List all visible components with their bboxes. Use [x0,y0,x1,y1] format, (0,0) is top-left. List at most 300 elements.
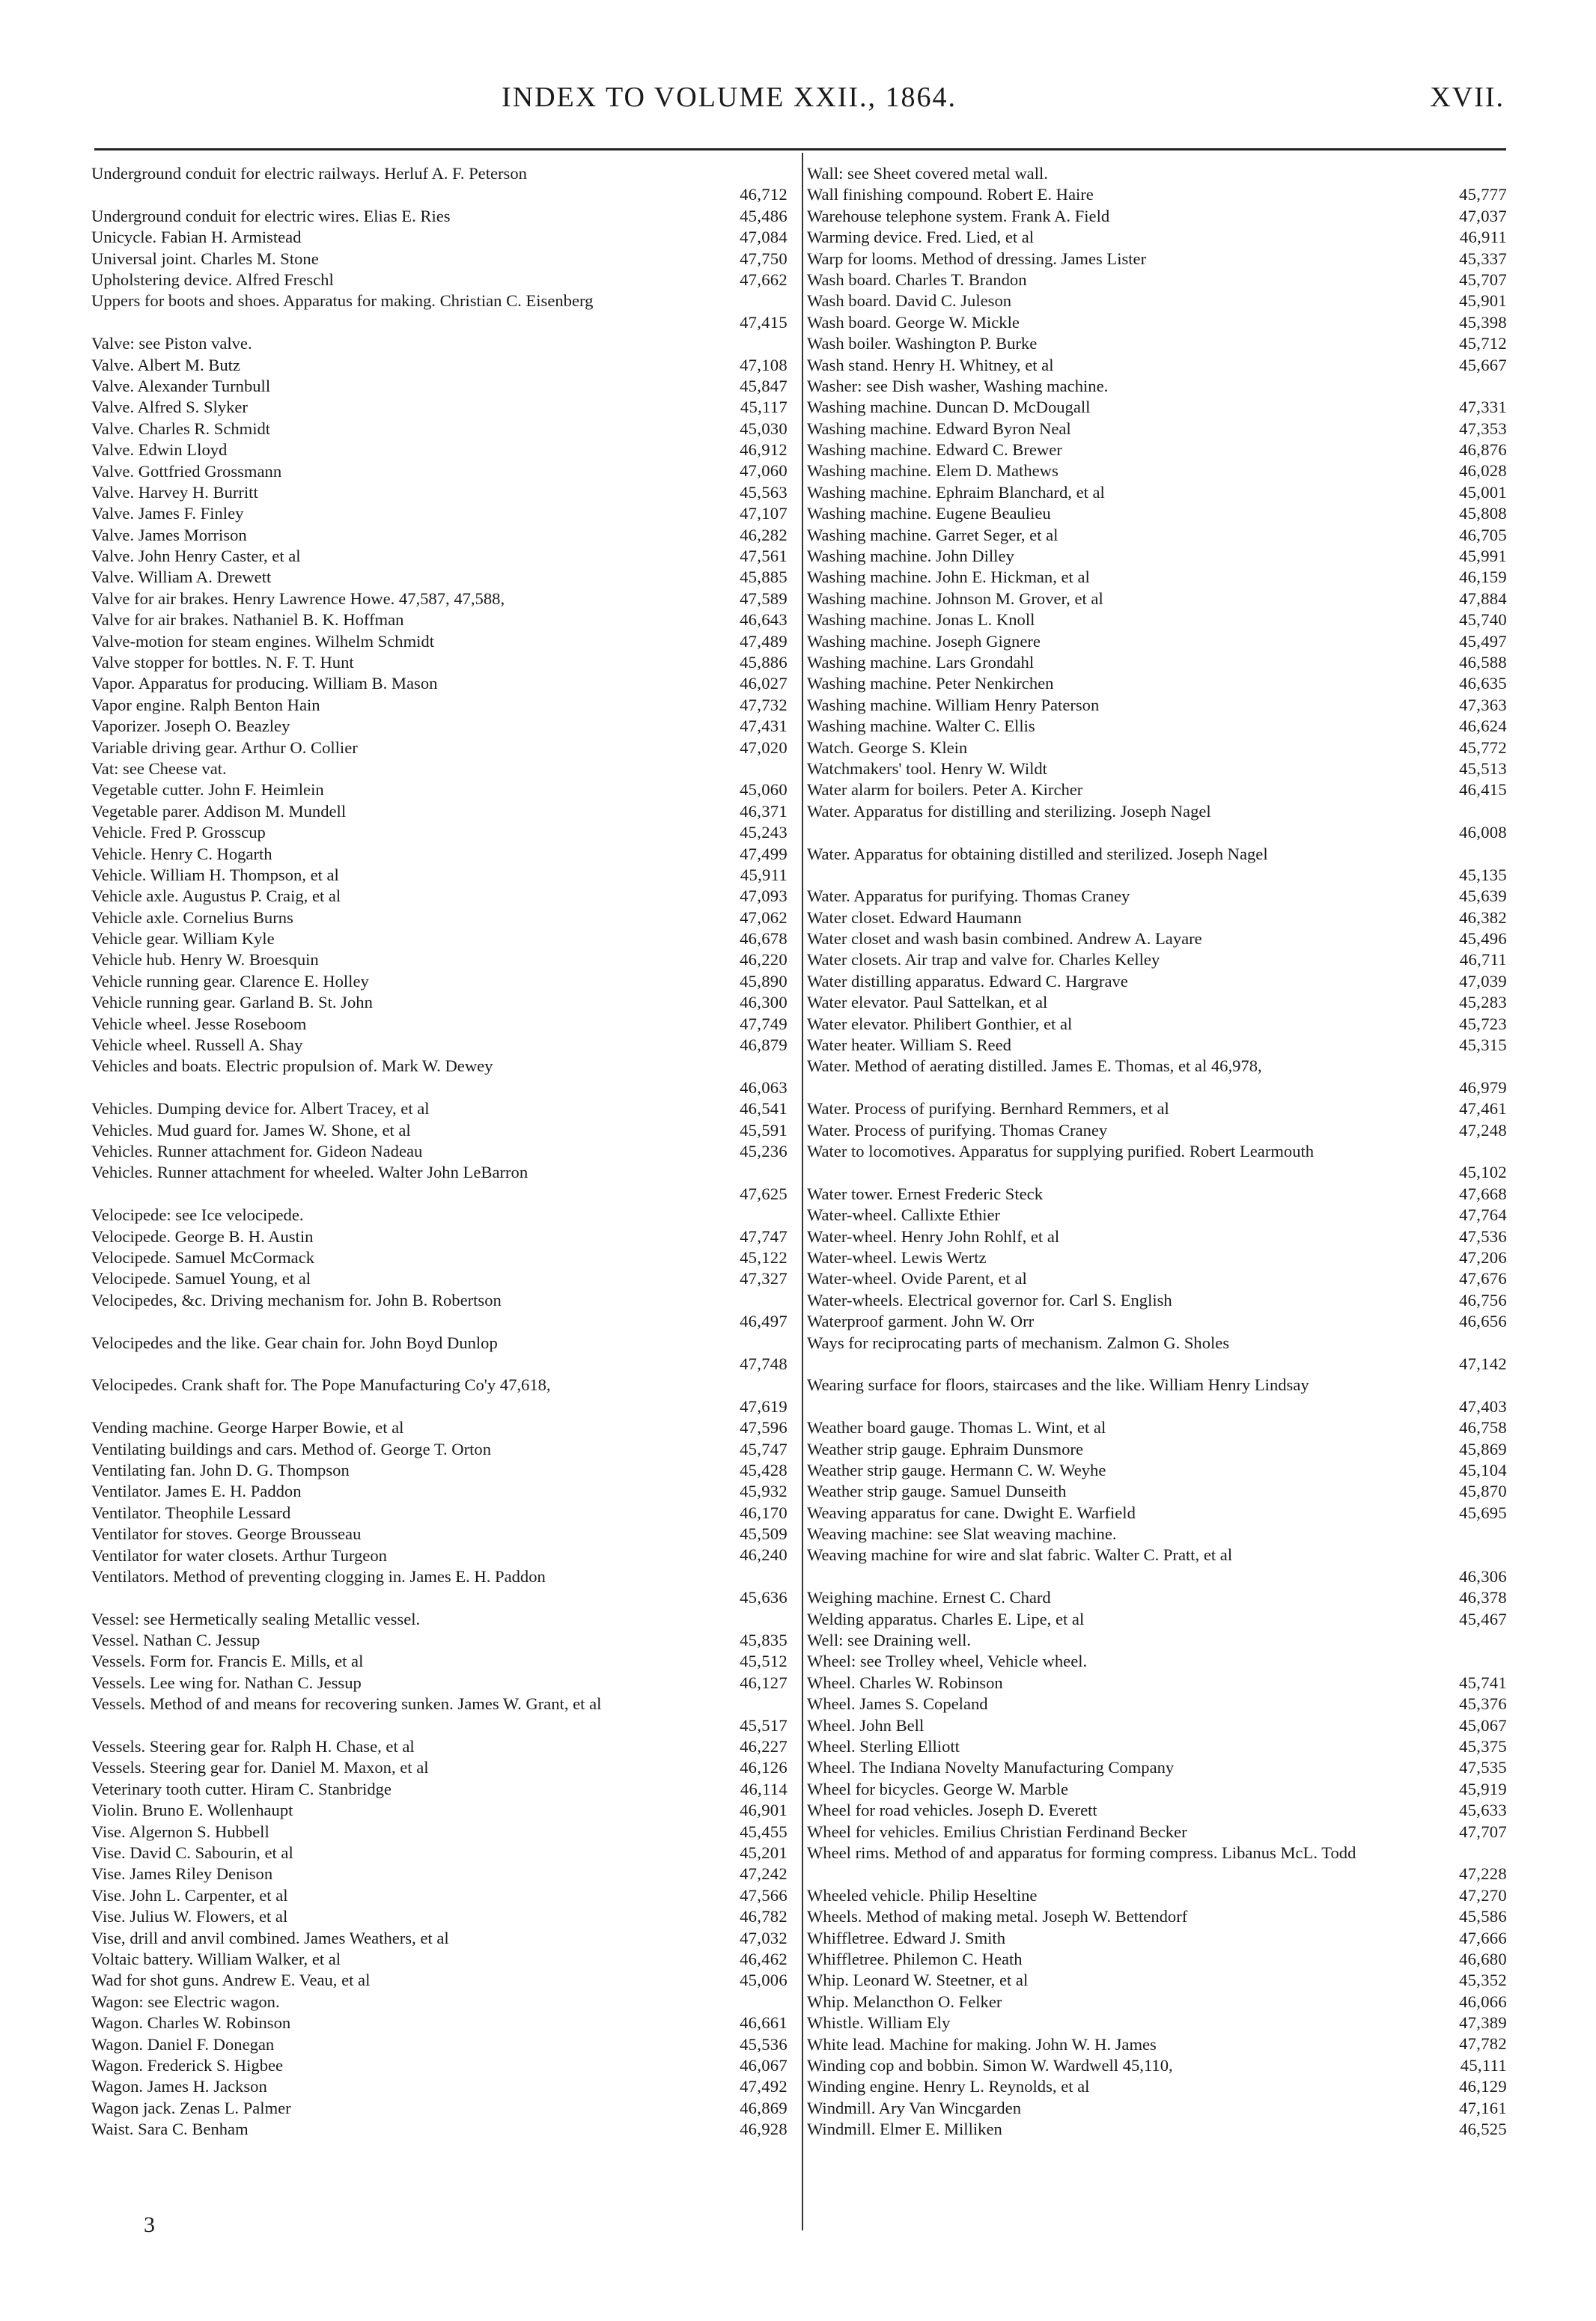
patent-number: 46,382 [1459,907,1507,927]
entry-text: Underground conduit for electric railways. Herluf A. F. Peterson [91,164,527,183]
entry-text: Valve-motion for steam engines. Wilhelm Schmidt [91,631,434,651]
index-entry [91,1481,788,1502]
index-entry [91,695,788,716]
patent-number: 45,102 [1459,1163,1507,1182]
patent-number: 45,117 [740,398,788,417]
entry-text: Valve. Charles R. Schmidt [91,419,271,438]
entry-text: Vehicle wheel. Russell A. Shay [91,1035,303,1055]
patent-number: 47,331 [1459,398,1507,417]
patent-number: 46,028 [1459,461,1507,481]
index-entry [807,355,1507,376]
entry-text: Washing machine. Garret Seger, et al [807,525,1059,544]
entry-text: Vehicles. Runner attachment for wheeled. Walter John LeBarron [91,1163,529,1182]
index-entry [91,2098,788,2119]
entry-text: Vise. Algernon S. Hubbell [91,1822,269,1841]
entry-text: Universal joint. Charles M. Stone [91,249,319,268]
index-entry [91,355,788,376]
index-entry [807,503,1507,524]
entry-text: Velocipedes. Crank shaft for. The Pope Manufacturing Co'y 47,618, [91,1375,551,1395]
entry-text: Velocipede: see Ice velocipede. [91,1205,304,1225]
entry-text: Wheel. Charles W. Robinson [807,1673,1003,1692]
index-entry [807,1120,1507,1141]
index-entry [807,206,1507,227]
patent-number: 46,876 [1459,440,1507,460]
entry-text: Vehicles and boats. Electric propulsion of. Mark W. Dewey [91,1056,493,1076]
patent-number: 45,777 [1459,185,1507,204]
entry-text: Weather strip gauge. Hermann C. W. Weyhe [807,1460,1106,1479]
index-entry [807,1035,1507,1056]
index-entry [807,1736,1507,1757]
index-entry [807,801,1507,844]
index-entry [91,1333,788,1375]
entry-text: Valve. Alfred S. Slyker [91,398,248,417]
entry-text: Vehicles. Mud guard for. James W. Shone, et al [91,1120,411,1140]
patent-number: 45,667 [1459,355,1507,374]
entry-text: Vessel: see Hermetically sealing Metallic vessel. [91,1609,421,1628]
index-entry [91,2076,788,2097]
entry-text: Vise, drill and anvil combined. James Weathers, et al [91,1928,449,1947]
entry-text: Wearing surface for floors, staircases and the like. William Henry Lindsay [807,1375,1309,1395]
entry-text: Washer: see Dish washer, Washing machine. [807,376,1109,395]
entry-text: Ventilator. Theophile Lessard [91,1503,291,1522]
patent-number: 47,142 [1459,1354,1507,1373]
index-entry [807,652,1507,673]
entry-text: Washing machine. William Henry Paterson [807,695,1100,714]
patent-number: 46,127 [740,1673,788,1692]
patent-number: 46,371 [740,801,788,821]
index-entry [807,1970,1507,1991]
entry-text: Vat: see Cheese vat. [91,758,227,778]
patent-number: 47,668 [1459,1184,1507,1203]
index-entry [807,1417,1507,1438]
patent-number: 47,403 [1459,1396,1507,1416]
entry-text: Water heater. William S. Reed [807,1035,1011,1055]
patent-number: 47,327 [740,1269,788,1289]
patent-number: 46,170 [740,1503,788,1522]
index-entry [91,2119,788,2140]
index-entry [807,1375,1507,1417]
patent-number: 47,732 [740,695,788,714]
entry-text: Wall finishing compound. Robert E. Haire [807,185,1094,204]
patent-number: 45,723 [1459,1014,1507,1033]
entry-text: Wash board. David C. Juleson [807,291,1012,311]
entry-text: Vegetable parer. Addison M. Mundell [91,801,347,821]
entry-text: Welding apparatus. Charles E. Lipe, et al [807,1609,1085,1628]
entry-text: Ventilator. James E. H. Paddon [91,1482,302,1501]
entry-text: Valve. Gottfried Grossmann [91,461,282,481]
entry-text: Vegetable cutter. John F. Heimlein [91,780,324,800]
entry-text: Wagon. Frederick S. Higbee [91,2055,284,2075]
entry-text: Washing machine. Ephraim Blanchard, et al [807,482,1105,502]
entry-text: Water-wheel. Henry John Rohlf, et al [807,1226,1060,1246]
patent-number: 45,496 [1459,929,1507,949]
patent-number: 46,643 [740,610,788,630]
entry-text: Ventilators. Method of preventing clogging in. James E. H. Paddon [91,1566,546,1586]
entry-text: Warp for looms. Method of dressing. James Lister [807,249,1147,268]
patent-number: 47,492 [740,2077,788,2096]
patent-number: 45,695 [1459,1503,1507,1522]
patent-number: 45,885 [740,568,788,587]
patent-number: 46,129 [1459,2077,1507,2096]
entry-text: Wagon. Daniel F. Donegan [91,2034,275,2054]
entry-text: Water-wheels. Electrical governor for. Carl S. English [807,1290,1172,1309]
index-entry [807,1184,1507,1205]
patent-number: 46,656 [1459,1312,1507,1331]
index-entry [807,844,1507,886]
entry-text: Voltaic battery. William Walker, et al [91,1949,341,1968]
entry-text: Whiffletree. Philemon C. Heath [807,1949,1023,1968]
index-entry [807,1779,1507,1800]
entry-text: Washing machine. John E. Hickman, et al [807,568,1090,587]
index-entry [807,971,1507,992]
patent-number: 47,782 [1459,2034,1507,2054]
index-entry [807,716,1507,737]
patent-number: 45,455 [740,1822,788,1841]
entry-text: Velocipede. Samuel McCormack [91,1247,315,1267]
patent-number: 45,067 [1459,1715,1507,1735]
entry-text: Unicycle. Fabian H. Armistead [91,228,302,247]
index-entry [91,1928,788,1949]
index-entry [91,801,788,822]
patent-number: 45,740 [1459,610,1507,630]
entry-text: Wheel for bicycles. George W. Marble [807,1779,1069,1798]
patent-number: 45,932 [740,1482,788,1501]
index-entry [91,588,788,609]
patent-number: 46,879 [740,1035,788,1055]
patent-number: 46,300 [740,993,788,1012]
patent-number: 45,337 [1459,249,1507,268]
index-entry [807,312,1507,333]
index-entry [807,376,1507,397]
entry-text: Washing machine. Edward Byron Neal [807,419,1071,438]
entry-text: Water closets. Air trap and valve for. Charles Kelley [807,950,1160,970]
index-entry [807,1587,1507,1608]
index-entry [91,1375,788,1417]
index-entry [807,1885,1507,1906]
patent-number: 46,624 [1459,717,1507,736]
entry-text: Wagon. Charles W. Robinson [91,2013,291,2033]
patent-number: 45,847 [740,376,788,395]
patent-number: 46,705 [1459,525,1507,544]
entry-text: Valve. Harvey H. Burritt [91,482,258,502]
entry-text: Washing machine. Duncan D. McDougall [807,398,1091,417]
patent-number: 47,389 [1459,2013,1507,2033]
column-divider [802,153,803,2230]
patent-number: 47,589 [740,588,788,608]
index-entry [91,673,788,694]
entry-text: Water. Method of aerating distilled. James E. Thomas, et al 46,978, [807,1056,1262,1076]
patent-number: 45,375 [1459,1737,1507,1756]
patent-number: 47,662 [740,270,788,289]
entry-text: Washing machine. Lars Grondahl [807,652,1035,672]
entry-text: Weather strip gauge. Ephraim Dunsmore [807,1439,1083,1458]
entry-text: Vise. Julius W. Flowers, et al [91,1907,288,1926]
index-entry [807,1524,1507,1545]
index-entry [91,2034,788,2055]
index-entry [807,2098,1507,2119]
entry-text: Vehicle running gear. Garland B. St. John [91,993,373,1012]
index-entry [807,1609,1507,1630]
entry-text: Weaving machine: see Slat weaving machine. [807,1524,1117,1544]
patent-number: 45,398 [1459,312,1507,332]
patent-number: 47,666 [1459,1928,1507,1947]
entry-text: Valve for air brakes. Henry Lawrence Howe. 47,587, 47,588, [91,588,505,608]
index-title: INDEX TO VOLUME XXII., 1864. [502,82,957,113]
index-entry [91,1290,788,1333]
index-entry [807,1800,1507,1821]
entry-text: Underground conduit for electric wires. Elias E. Ries [91,206,451,225]
patent-number: 46,415 [1459,780,1507,800]
index-entry [91,1694,788,1736]
index-entry [91,1757,788,1778]
entry-text: Vise. David C. Sabourin, et al [91,1843,293,1862]
entry-text: Uppers for boots and shoes. Apparatus for making. Christian C. Eisenberg [91,291,594,311]
patent-number: 46,027 [740,674,788,693]
index-entry [807,758,1507,779]
index-entry [91,1673,788,1694]
index-entry [91,652,788,673]
entry-text: Washing machine. Eugene Beaulieu [807,504,1051,523]
entry-text: Weaving machine for wire and slat fabric. Walter C. Pratt, et al [807,1545,1233,1565]
entry-text: Ventilator for water closets. Arthur Turgeon [91,1545,387,1565]
entry-text: Water alarm for boilers. Peter A. Kircher [807,780,1083,800]
entry-text: Vessels. Form for. Francis E. Mills, et al [91,1652,364,1671]
patent-number: 46,635 [1459,674,1507,693]
index-entry [91,758,788,779]
patent-number: 45,869 [1459,1439,1507,1458]
index-entry [807,1949,1507,1970]
patent-number: 47,749 [740,1014,788,1033]
index-entry [91,439,788,460]
patent-number: 45,870 [1459,1482,1507,1501]
patent-number: 46,066 [1459,1992,1507,2011]
entry-text: Water. Process of purifying. Thomas Craney [807,1120,1108,1140]
entry-text: Wheel. The Indiana Novelty Manufacturing Company [807,1758,1175,1777]
index-column-left [91,163,788,2140]
entry-text: Ventilating fan. John D. G. Thompson [91,1460,350,1479]
patent-number: 45,135 [1459,865,1507,884]
patent-number: 45,111 [1460,2055,1507,2075]
entry-text: Water-wheel. Lewis Wertz [807,1247,987,1267]
index-entry [91,270,788,290]
index-entry [91,1630,788,1651]
entry-text: Valve stopper for bottles. N. F. T. Hunt [91,653,354,672]
patent-number: 46,220 [740,950,788,970]
entry-text: Valve. William A. Drewett [91,568,272,587]
page-number: XVII. [1430,82,1505,113]
entry-text: Water. Apparatus for purifying. Thomas Craney [807,886,1130,906]
patent-number: 47,535 [1459,1758,1507,1777]
patent-number: 47,750 [740,249,788,268]
patent-number: 46,525 [1459,2120,1507,2139]
entry-text: Windmill. Elmer E. Milliken [807,2120,1002,2139]
index-entry [807,1906,1507,1927]
index-entry [91,1736,788,1757]
entry-text: Washing machine. Joseph Gignere [807,631,1041,651]
entry-text: Wad for shot guns. Andrew E. Veau, et al [91,1971,371,1990]
index-entry [91,1949,788,1970]
index-entry [91,1800,788,1821]
entry-text: Washing machine. Johnson M. Grover, et al [807,588,1103,608]
patent-number: 46,063 [740,1077,788,1097]
index-entry [807,1481,1507,1502]
entry-text: Watchmakers' tool. Henry W. Wildt [807,758,1047,778]
entry-text: Wash boiler. Washington P. Burke [807,334,1038,353]
index-entry [807,1545,1507,1587]
index-entry [91,249,788,270]
entry-text: Valve. James F. Finley [91,504,244,523]
index-entry [807,1757,1507,1778]
index-entry [91,567,788,588]
entry-text: Vessels. Method of and means for recovering sunken. James W. Grant, et al [91,1694,602,1714]
patent-number: 46,227 [740,1737,788,1756]
patent-number: 45,586 [1459,1907,1507,1926]
patent-number: 45,890 [740,971,788,991]
entry-text: Washing machine. John Dilley [807,547,1014,566]
entry-text: Wheel. John Bell [807,1715,925,1735]
patent-number: 45,741 [1459,1673,1507,1692]
index-entry [807,2013,1507,2033]
entry-text: Vaporizer. Joseph O. Beazley [91,717,290,736]
entry-text: Wheel for road vehicles. Joseph D. Everett [807,1801,1097,1820]
index-entry [807,886,1507,907]
index-entry [807,1226,1507,1247]
patent-number: 45,060 [740,780,788,800]
patent-number: 46,378 [1459,1588,1507,1607]
patent-number: 45,030 [740,419,788,438]
entry-text: Wash board. Charles T. Brandon [807,270,1027,289]
index-entry [807,631,1507,652]
entry-text: Valve. John Henry Caster, et al [91,547,301,566]
index-entry [807,1268,1507,1289]
index-entry [91,1120,788,1141]
index-entry [807,1141,1507,1184]
index-entry [807,1333,1507,1375]
index-entry [91,1822,788,1843]
index-entry [91,1056,788,1098]
patent-number: 46,008 [1459,823,1507,842]
entry-text: Warming device. Fred. Lied, et al [807,228,1035,247]
index-entry [91,822,788,843]
index-entry [807,1992,1507,2013]
index-entry [91,737,788,758]
index-entry [91,949,788,970]
entry-text: Winding engine. Henry L. Reynolds, et al [807,2077,1090,2096]
patent-number: 47,060 [740,461,788,481]
index-entry [91,1460,788,1481]
entry-text: Vehicles. Runner attachment for. Gideon Nadeau [91,1142,423,1161]
entry-text: Waterproof garment. John W. Orr [807,1312,1035,1331]
patent-number: 46,680 [1459,1949,1507,1968]
entry-text: Wagon jack. Zenas L. Palmer [91,2098,291,2117]
index-entry [91,397,788,418]
index-entry [807,1694,1507,1715]
index-entry [91,1247,788,1268]
patent-number: 45,512 [740,1652,788,1671]
index-entry [807,567,1507,588]
patent-number: 47,566 [740,1885,788,1905]
patent-number: 47,461 [1459,1099,1507,1119]
index-entry [807,1673,1507,1694]
entry-text: Valve for air brakes. Nathaniel B. K. Hoffman [91,610,404,630]
patent-number: 46,782 [740,1907,788,1926]
entry-text: Water elevator. Philibert Gonthier, et al [807,1014,1073,1033]
entry-text: Velocipedes, &c. Driving mechanism for. John B. Robertson [91,1290,502,1309]
entry-text: Wheel: see Trolley wheel, Vehicle wheel. [807,1652,1088,1671]
patent-number: 47,062 [740,907,788,927]
patent-number: 46,067 [740,2055,788,2075]
patent-number: 46,159 [1459,568,1507,587]
entry-text: Water distilling apparatus. Edward C. Hargrave [807,971,1128,991]
index-entry [807,588,1507,609]
index-entry [91,376,788,397]
entry-text: Valve. James Morrison [91,525,247,544]
index-entry [807,1460,1507,1481]
patent-number: 47,039 [1459,971,1507,991]
index-entry [91,290,788,333]
index-entry [807,1098,1507,1119]
patent-number: 45,243 [740,823,788,842]
entry-text: Water closet. Edward Haumann [807,907,1022,927]
index-entry [91,1651,788,1672]
entry-text: Vehicle axle. Augustus P. Craig, et al [91,886,341,906]
index-entry [91,227,788,248]
patent-number: 46,711 [1459,950,1507,970]
patent-number: 45,901 [1459,291,1507,311]
patent-number: 46,497 [740,1312,788,1331]
index-entry [91,419,788,439]
index-entry [807,333,1507,354]
patent-number: 45,808 [1459,504,1507,523]
entry-text: Wheel. James S. Copeland [807,1694,988,1714]
patent-number: 47,431 [740,717,788,736]
patent-number: 46,928 [740,2120,788,2139]
index-entry [91,716,788,737]
index-entry [91,2055,788,2076]
patent-number: 46,901 [740,1801,788,1820]
patent-number: 45,991 [1459,547,1507,566]
entry-text: Valve. Albert M. Butz [91,355,240,374]
patent-number: 47,764 [1459,1205,1507,1225]
entry-text: Wheel rims. Method of and apparatus for forming compress. Libanus McL. Todd [807,1843,1356,1862]
entry-text: Wash stand. Henry H. Whitney, et al [807,355,1054,374]
entry-text: Winding cop and bobbin. Simon W. Wardwell 45,110, [807,2055,1173,2075]
index-entry [807,2055,1507,2076]
patent-number: 47,228 [1459,1864,1507,1884]
index-entry [807,1715,1507,1736]
patent-number: 45,486 [740,206,788,225]
patent-number: 47,748 [740,1354,788,1373]
patent-number: 45,428 [740,1460,788,1479]
index-entry [807,673,1507,694]
index-entry [91,1524,788,1545]
entry-text: Veterinary tooth cutter. Hiram C. Stanbridge [91,1779,392,1798]
index-entry [807,2076,1507,2097]
index-entry [91,1992,788,2013]
patent-number: 45,707 [1459,270,1507,289]
patent-number: 46,912 [740,440,788,460]
index-entry [807,270,1507,290]
patent-number: 46,661 [740,2013,788,2033]
entry-text: Velocipede. Samuel Young, et al [91,1269,311,1289]
patent-number: 47,489 [740,631,788,651]
entry-text: Waist. Sara C. Benham [91,2120,249,2139]
patent-number: 47,108 [740,355,788,374]
index-entry [91,1098,788,1119]
entry-text: Wheeled vehicle. Philip Heseltine [807,1885,1038,1905]
patent-number: 45,236 [740,1142,788,1160]
entry-text: Vapor. Apparatus for producing. William B. Mason [91,674,438,693]
